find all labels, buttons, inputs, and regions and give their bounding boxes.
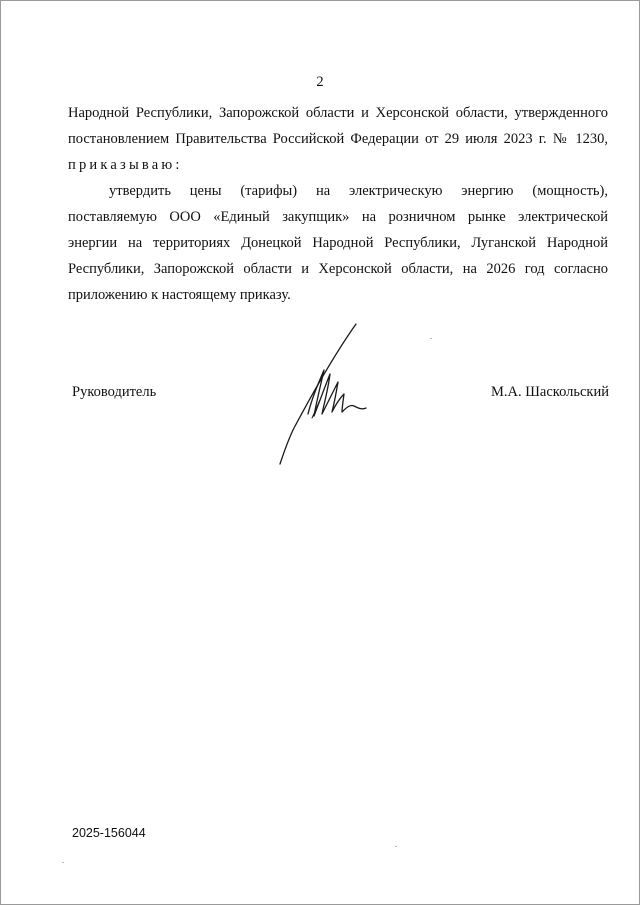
order-line-4: Республики, Запорожской области и Херсонской области, на 2026 год согласно bbox=[68, 261, 608, 277]
document-id: 2025-156044 bbox=[72, 826, 146, 840]
order-line-2: поставляемую ООО «Единый закупщик» на розничном рынке электрической bbox=[68, 209, 608, 225]
scan-speck bbox=[62, 862, 64, 863]
signatory-role: Руководитель bbox=[72, 384, 157, 400]
order-keyword: приказываю: bbox=[68, 157, 183, 173]
scan-speck bbox=[430, 338, 432, 339]
page-number: 2 bbox=[316, 74, 324, 90]
scan-speck bbox=[395, 846, 397, 847]
intro-line-2: постановлением Правительства Российской Федерации от 29 июля 2023 г. № 1230, bbox=[68, 131, 608, 147]
order-paragraph bbox=[68, 178, 608, 308]
order-line-3: энергии на территориях Донецкой Народной Республики, Луганской Народной bbox=[68, 235, 608, 251]
order-line-1: утвердить цены (тарифы) на электрическую энергию (мощность), bbox=[109, 183, 608, 199]
handwritten-signature bbox=[272, 318, 382, 468]
order-line-5: приложению к настоящему приказу. bbox=[68, 287, 291, 303]
intro-line-1: Народной Республики, Запорожской области и Херсонской области, утвержденного bbox=[68, 105, 608, 121]
intro-paragraph bbox=[68, 100, 608, 178]
signatory-name: М.А. Шаскольский bbox=[491, 384, 609, 400]
